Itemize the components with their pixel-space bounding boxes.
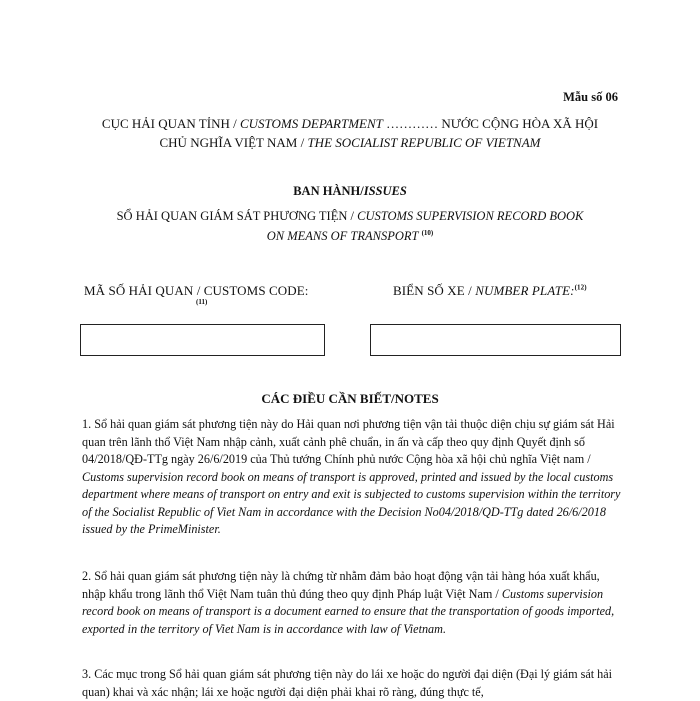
customs-department-vn: CỤC HẢI QUAN TỈNH / bbox=[101, 116, 240, 131]
number-plate-note-ref: (12) bbox=[574, 283, 587, 292]
notes-heading: CÁC ĐIỀU CẦN BIẾT/NOTES bbox=[261, 391, 439, 406]
note-2-vn: 2. Sổ hải quan giám sát phương tiện này là chứng từ nhằm đảm bảo hoạt động vận tải hàng hóa xuất khẩu, nhập khẩu trong lãnh thổ Việt Nam tuân thủ đúng theo quy định Pháp luật Việt Nam / bbox=[82, 569, 600, 601]
note-item-2 bbox=[82, 568, 622, 638]
book-title-vn: SỔ HẢI QUAN GIÁM SÁT PHƯƠNG TIỆN / bbox=[116, 209, 358, 223]
number-plate-label-en: NUMBER PLATE: bbox=[475, 283, 575, 298]
book-title bbox=[60, 208, 640, 245]
customs-code-label: MÃ SỐ HẢI QUAN / CUSTOMS CODE: bbox=[84, 283, 309, 298]
book-title-en-2: ON MEANS OF TRANSPORT bbox=[266, 229, 419, 244]
note-1-en: Customs supervision record book on means of transport is approved, printed and issued by the local customs department where means of transport on entry and exit is subjected to customs supervision within the territory of the Socialist Republic of Viet Nam in accordance with the Decision No04/2018/QD-TTg dated 26/6/2018 issued by the PrimeMinister. bbox=[82, 469, 621, 536]
form-number: Mẫu số 06 bbox=[563, 90, 618, 104]
note-item-1 bbox=[82, 416, 622, 539]
document-header bbox=[60, 114, 640, 152]
note-item-3 bbox=[82, 666, 622, 701]
note-1-vn: 1. Sổ hải quan giám sát phương tiện này do Hải quan nơi phương tiện vận tải thuộc diện chịu sự giám sát Hải quan trên lãnh thổ Việt Nam nhập cảnh, xuất cảnh phê chuẩn, in ấn và cấp theo quy định Quyết định số 04/2018/QĐ-TTg ngày 26/6/2019 của Thủ tướng Chính phủ nước Cộng hòa xã hội chủ nghĩa Việt nam / bbox=[82, 417, 615, 466]
issues-title bbox=[60, 182, 640, 201]
republic-name-vn-2: CHỦ NGHĨA VIỆT NAM / bbox=[159, 135, 308, 150]
header-dots: ………… bbox=[382, 116, 442, 131]
issues-en: ISSUES bbox=[363, 184, 407, 198]
book-title-note-ref: (10) bbox=[421, 229, 434, 237]
customs-code-field[interactable] bbox=[80, 324, 325, 356]
book-title-en-1: CUSTOMS SUPERVISION RECORD BOOK bbox=[357, 209, 584, 223]
note-3-vn: 3. Các mục trong Sổ hải quan giám sát phương tiện này do lái xe hoặc do người đại diện (Đại lý giám sát hải quan) khai và xác nhận; lái xe hoặc người đại diện phải khai rõ ràng, đúng thực tế, bbox=[82, 667, 613, 699]
republic-name-en: THE SOCIALIST REPUBLIC OF VIETNAM bbox=[307, 135, 541, 150]
number-plate-field[interactable] bbox=[370, 324, 621, 356]
republic-name-vn-1: NƯỚC CỘNG HÒA XÃ HỘI bbox=[441, 116, 599, 131]
customs-code-note-ref: (11) bbox=[196, 298, 208, 306]
number-plate-label-vn: BIỂN SỐ XE / bbox=[393, 283, 476, 298]
customs-department-en: CUSTOMS DEPARTMENT bbox=[239, 116, 383, 131]
issues-vn: BAN HÀNH/ bbox=[293, 184, 364, 198]
note-2-en: Customs supervision record book on means of transport is a document earned to ensure that the transportation of goods imported, exported in the territory of Viet Nam is in accordance with law of Vietnam. bbox=[82, 586, 615, 636]
number-plate-label bbox=[393, 283, 587, 299]
